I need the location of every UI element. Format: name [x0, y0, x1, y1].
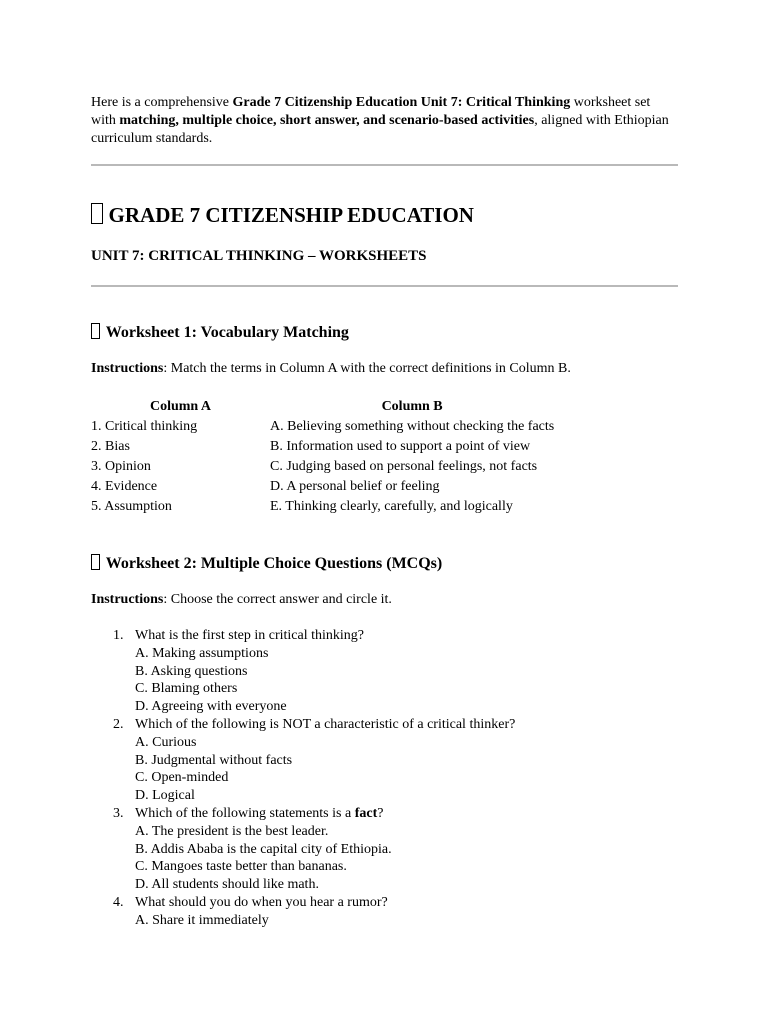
- term-cell: 4. Evidence: [91, 479, 158, 494]
- table-row: [91, 477, 554, 497]
- question-number: 4.: [113, 894, 124, 910]
- answer-option: C. Blaming others: [135, 681, 238, 697]
- instructions-text: : Match the terms in Column A with the correct definitions in Column B.: [163, 361, 571, 376]
- answer-option: C. Open-minded: [135, 770, 229, 786]
- question-text: Which of the following is NOT a characteristic of a critical thinker?: [135, 716, 516, 732]
- table-row: [91, 417, 554, 437]
- question-text: [135, 805, 515, 823]
- intro-paragraph: [91, 94, 678, 148]
- unit-subtitle: UNIT 7: CRITICAL THINKING – WORKSHEETS: [91, 248, 427, 264]
- column-b-header: Column B: [381, 399, 443, 414]
- missing-glyph-icon: [91, 203, 103, 224]
- answer-option: A. Curious: [135, 734, 197, 750]
- question-item: [91, 627, 515, 716]
- intro-bold-2: matching, multiple choice, short answer, and scenario-based activities: [119, 113, 535, 128]
- answer-option: B. Asking questions: [135, 663, 248, 679]
- document-title-text: GRADE 7 CITIZENSHIP EDUCATION: [108, 203, 474, 227]
- definition-cell: E. Thinking clearly, carefully, and logically: [270, 499, 513, 514]
- intro-text-1: Here is a comprehensive: [91, 95, 233, 110]
- answer-option: A. Share it immediately: [135, 912, 269, 928]
- question-text-pre: Which of the following statements is a: [135, 805, 355, 821]
- answer-option: A. The president is the best leader.: [135, 823, 329, 839]
- term-cell: 1. Critical thinking: [91, 419, 198, 434]
- intro-bold-1: Grade 7 Citizenship Education Unit 7: Critical Thinking: [232, 95, 571, 110]
- answer-option: D. All students should like math.: [135, 877, 319, 893]
- table-header-row: [91, 397, 554, 417]
- question-text: What is the first step in critical thinking?: [135, 628, 364, 643]
- document-title: [91, 203, 474, 228]
- intro-text-3: , aligned with Ethiopian curriculum standards.: [91, 113, 669, 146]
- matching-table: [91, 397, 554, 517]
- worksheet1-heading: [91, 323, 349, 342]
- missing-glyph-icon: [91, 554, 100, 570]
- answer-option: D. Logical: [135, 788, 195, 804]
- worksheet2-heading-text: Worksheet 2: Multiple Choice Questions (MCQs): [105, 555, 443, 572]
- worksheet1-heading-text: Worksheet 1: Vocabulary Matching: [105, 324, 349, 341]
- term-cell: 3. Opinion: [91, 459, 151, 474]
- question-text-post: ?: [377, 805, 384, 821]
- definition-cell: B. Information used to support a point of view: [270, 439, 531, 454]
- table-row: [91, 497, 554, 517]
- term-cell: 5. Assumption: [91, 499, 172, 514]
- question-item: [91, 894, 515, 930]
- question-item: [91, 716, 515, 805]
- intro-text-2: worksheet set with: [91, 95, 651, 128]
- answer-option: C. Mangoes taste better than bananas.: [135, 859, 347, 875]
- worksheet2-instructions: [91, 592, 392, 608]
- divider-1: [91, 164, 678, 166]
- worksheet1-instructions: [91, 361, 571, 377]
- question-number: 2.: [113, 716, 124, 732]
- table-row: [91, 457, 554, 477]
- instructions-label: Instructions: [91, 592, 164, 607]
- answer-option: B. Addis Ababa is the capital city of Ethiopia.: [135, 841, 392, 857]
- question-number: 1.: [113, 628, 124, 643]
- answer-option: B. Judgmental without facts: [135, 752, 293, 768]
- question-text: What should you do when you hear a rumor?: [135, 894, 388, 910]
- question-number: 3.: [113, 805, 124, 821]
- term-cell: 2. Bias: [91, 439, 130, 454]
- column-a-header: Column A: [149, 399, 212, 414]
- mcq-list: [91, 627, 515, 930]
- question-text-bold: fact: [354, 805, 378, 821]
- divider-2: [91, 285, 678, 287]
- definition-cell: C. Judging based on personal feelings, not facts: [270, 459, 538, 474]
- instructions-label: Instructions: [91, 361, 164, 376]
- question-item: [91, 805, 515, 894]
- instructions-text: : Choose the correct answer and circle it.: [163, 592, 392, 607]
- missing-glyph-icon: [91, 323, 100, 339]
- table-row: [91, 437, 554, 457]
- definition-cell: D. A personal belief or feeling: [270, 479, 440, 494]
- answer-option: D. Agreeing with everyone: [135, 699, 287, 715]
- answer-option: A. Making assumptions: [135, 645, 269, 661]
- definition-cell: A. Believing something without checking the facts: [270, 419, 555, 434]
- worksheet2-heading: [91, 554, 442, 573]
